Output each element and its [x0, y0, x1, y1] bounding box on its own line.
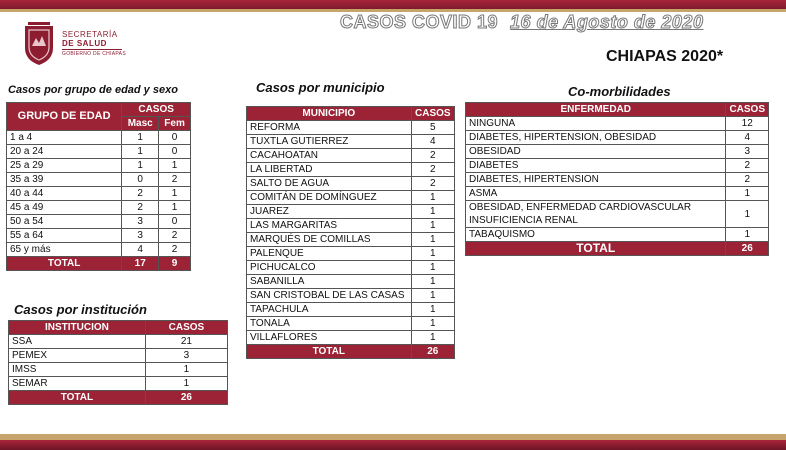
- mun-total-label: TOTAL: [247, 345, 412, 359]
- mun-cell-name: PICHUCALCO: [247, 261, 412, 275]
- mun-row: [247, 331, 455, 345]
- mun-cell-cases: 4: [411, 135, 454, 149]
- mun-row: [247, 135, 455, 149]
- age-cell-masc: 4: [122, 243, 159, 257]
- age-cell-group: 65 y más: [7, 243, 122, 257]
- logo-divider: [62, 49, 122, 50]
- age-total-label: TOTAL: [7, 257, 122, 271]
- mun-cell-name: JUAREZ: [247, 205, 412, 219]
- mun-cell-name: COMITÁN DE DOMÍNGUEZ: [247, 191, 412, 205]
- secretaria-logo: [22, 22, 152, 74]
- age-row: [7, 145, 191, 159]
- mun-row: [247, 303, 455, 317]
- com-row: [466, 228, 769, 242]
- mun-cell-name: TUXTLA GUTIERREZ: [247, 135, 412, 149]
- inst-row: [9, 335, 228, 349]
- com-cell-name: DIABETES, HIPERTENSION, OBESIDAD: [466, 131, 726, 145]
- com-cell-cases: 2: [726, 173, 769, 187]
- age-row: [7, 201, 191, 215]
- mun-cell-name: LAS MARGARITAS: [247, 219, 412, 233]
- inst-cell-cases: 1: [145, 377, 227, 391]
- age-cell-group: 1 a 4: [7, 131, 122, 145]
- age-cell-group: 50 a 54: [7, 215, 122, 229]
- age-cell-masc: 1: [122, 145, 159, 159]
- com-cell-cases: 1: [726, 228, 769, 242]
- com-cell-cases: 2: [726, 159, 769, 173]
- top-band: [0, 0, 786, 9]
- age-cell-masc: 1: [122, 159, 159, 173]
- inst-cell-name: PEMEX: [9, 349, 146, 363]
- com-header-cases: CASOS: [726, 103, 769, 117]
- com-row: [466, 145, 769, 159]
- age-cell-group: 40 a 44: [7, 187, 122, 201]
- com-row: [466, 201, 769, 228]
- mun-row: [247, 233, 455, 247]
- mun-header-name: MUNICIPIO: [247, 107, 412, 121]
- inst-header-name: INSTITUCION: [9, 321, 146, 335]
- com-header-disease: ENFERMEDAD: [466, 103, 726, 117]
- com-cell-name: DIABETES, HIPERTENSION: [466, 173, 726, 187]
- institution-table: [8, 320, 228, 405]
- comorbidity-table-body: [466, 117, 769, 242]
- com-cell-name: NINGUNA: [466, 117, 726, 131]
- age-row: [7, 243, 191, 257]
- com-row: [466, 131, 769, 145]
- municipio-table: [246, 106, 455, 359]
- mun-cell-name: SAN CRISTOBAL DE LAS CASAS: [247, 289, 412, 303]
- com-row: [466, 159, 769, 173]
- age-cell-masc: 2: [122, 201, 159, 215]
- mun-cell-cases: 1: [411, 275, 454, 289]
- mun-cell-name: VILLAFLORES: [247, 331, 412, 345]
- inst-cell-cases: 1: [145, 363, 227, 377]
- com-total-row: [466, 242, 769, 256]
- mun-row: [247, 219, 455, 233]
- mun-row: [247, 149, 455, 163]
- mun-cell-name: SABANILLA: [247, 275, 412, 289]
- age-row: [7, 215, 191, 229]
- mun-cell-cases: 2: [411, 149, 454, 163]
- inst-row: [9, 377, 228, 391]
- inst-total-label: TOTAL: [9, 391, 146, 405]
- mun-cell-cases: 1: [411, 261, 454, 275]
- mun-cell-cases: 1: [411, 317, 454, 331]
- logo-line-3: GOBIERNO DE CHIAPAS: [62, 51, 126, 57]
- logo-line-2: DE SALUD: [62, 39, 107, 48]
- age-total-masc: 17: [122, 257, 159, 271]
- mun-cell-name: CACAHOATAN: [247, 149, 412, 163]
- age-cell-fem: 2: [159, 229, 191, 243]
- mun-row: [247, 247, 455, 261]
- mun-row: [247, 121, 455, 135]
- inst-cell-name: IMSS: [9, 363, 146, 377]
- inst-cell-cases: 3: [145, 349, 227, 363]
- com-cell-cases: 1: [726, 201, 769, 228]
- age-cell-masc: 3: [122, 229, 159, 243]
- mun-cell-cases: 1: [411, 191, 454, 205]
- age-sex-table: [6, 102, 191, 271]
- institution-table-caption: Casos por institución: [14, 302, 147, 317]
- municipio-table-caption: Casos por municipio: [256, 80, 385, 95]
- com-cell-name: TABAQUISMO: [466, 228, 726, 242]
- mun-row: [247, 275, 455, 289]
- mun-cell-name: LA LIBERTAD: [247, 163, 412, 177]
- mun-cell-name: MARQUÉS DE COMILLAS: [247, 233, 412, 247]
- institution-table-body: [9, 335, 228, 391]
- com-cell-cases: 4: [726, 131, 769, 145]
- com-cell-name: OBESIDAD, ENFERMEDAD CARDIOVASCULAR INSUFICIENCIA RENAL: [466, 201, 726, 228]
- com-cell-name: ASMA: [466, 187, 726, 201]
- banner-title: [340, 12, 703, 33]
- age-cell-group: 55 a 64: [7, 229, 122, 243]
- mun-row: [247, 289, 455, 303]
- mun-header-cases: CASOS: [411, 107, 454, 121]
- age-row: [7, 229, 191, 243]
- age-cell-fem: 2: [159, 243, 191, 257]
- age-cell-fem: 0: [159, 131, 191, 145]
- mun-cell-cases: 1: [411, 205, 454, 219]
- com-cell-cases: 3: [726, 145, 769, 159]
- comorbidity-table-caption: Co-morbilidades: [568, 84, 671, 99]
- age-cell-fem: 0: [159, 145, 191, 159]
- mun-total-row: [247, 345, 455, 359]
- mun-row: [247, 261, 455, 275]
- age-table-body: [7, 131, 191, 257]
- age-total-row: [7, 257, 191, 271]
- age-table-caption: Casos por grupo de edad y sexo: [8, 84, 178, 96]
- mun-cell-cases: 2: [411, 163, 454, 177]
- inst-total-value: 26: [145, 391, 227, 405]
- mun-cell-cases: 1: [411, 303, 454, 317]
- inst-cell-name: SSA: [9, 335, 146, 349]
- age-header-cases: CASOS: [122, 103, 191, 117]
- bottom-band: [0, 440, 786, 450]
- inst-row: [9, 349, 228, 363]
- age-cell-fem: 2: [159, 173, 191, 187]
- age-header-group: GRUPO DE EDAD: [7, 103, 122, 131]
- age-row: [7, 173, 191, 187]
- banner-date: 16 de Agosto de 2020: [510, 12, 704, 32]
- age-header-masc: Masc: [122, 117, 159, 131]
- mun-cell-name: TAPACHULA: [247, 303, 412, 317]
- age-cell-group: 20 a 24: [7, 145, 122, 159]
- age-row: [7, 187, 191, 201]
- inst-cell-cases: 21: [145, 335, 227, 349]
- age-cell-group: 25 a 29: [7, 159, 122, 173]
- mun-cell-name: TONALA: [247, 317, 412, 331]
- age-cell-masc: 2: [122, 187, 159, 201]
- mun-row: [247, 177, 455, 191]
- com-row: [466, 187, 769, 201]
- com-cell-cases: 1: [726, 187, 769, 201]
- mun-row: [247, 317, 455, 331]
- age-cell-masc: 3: [122, 215, 159, 229]
- banner-title-text: CASOS COVID 19: [340, 12, 499, 32]
- mun-cell-cases: 2: [411, 177, 454, 191]
- mun-total-value: 26: [411, 345, 454, 359]
- mun-cell-cases: 1: [411, 289, 454, 303]
- mun-cell-name: REFORMA: [247, 121, 412, 135]
- inst-cell-name: SEMAR: [9, 377, 146, 391]
- age-cell-masc: 0: [122, 173, 159, 187]
- mun-cell-cases: 1: [411, 219, 454, 233]
- mun-row: [247, 205, 455, 219]
- mun-cell-name: SALTO DE AGUA: [247, 177, 412, 191]
- mun-cell-cases: 1: [411, 331, 454, 345]
- com-cell-cases: 12: [726, 117, 769, 131]
- inst-row: [9, 363, 228, 377]
- comorbidity-table: [465, 102, 769, 256]
- age-cell-fem: 1: [159, 159, 191, 173]
- mun-cell-name: PALENQUE: [247, 247, 412, 261]
- age-header-fem: Fem: [159, 117, 191, 131]
- age-row: [7, 131, 191, 145]
- com-row: [466, 173, 769, 187]
- com-total-value: 26: [726, 242, 769, 256]
- mun-cell-cases: 5: [411, 121, 454, 135]
- mun-row: [247, 163, 455, 177]
- age-cell-fem: 1: [159, 201, 191, 215]
- com-row: [466, 117, 769, 131]
- age-row: [7, 159, 191, 173]
- age-total-fem: 9: [159, 257, 191, 271]
- com-cell-name: DIABETES: [466, 159, 726, 173]
- age-cell-masc: 1: [122, 131, 159, 145]
- com-total-label: TOTAL: [466, 242, 726, 256]
- mun-row: [247, 191, 455, 205]
- logo-line-1: SECRETARÍA: [62, 30, 118, 39]
- mun-cell-cases: 1: [411, 233, 454, 247]
- mun-cell-cases: 1: [411, 247, 454, 261]
- age-cell-group: 35 a 39: [7, 173, 122, 187]
- coat-of-arms-icon: [22, 22, 56, 66]
- age-cell-group: 45 a 49: [7, 201, 122, 215]
- municipio-table-body: [247, 121, 455, 345]
- inst-total-row: [9, 391, 228, 405]
- age-cell-fem: 0: [159, 215, 191, 229]
- inst-header-cases: CASOS: [145, 321, 227, 335]
- age-cell-fem: 1: [159, 187, 191, 201]
- region-label: CHIAPAS 2020*: [606, 48, 724, 65]
- com-cell-name: OBESIDAD: [466, 145, 726, 159]
